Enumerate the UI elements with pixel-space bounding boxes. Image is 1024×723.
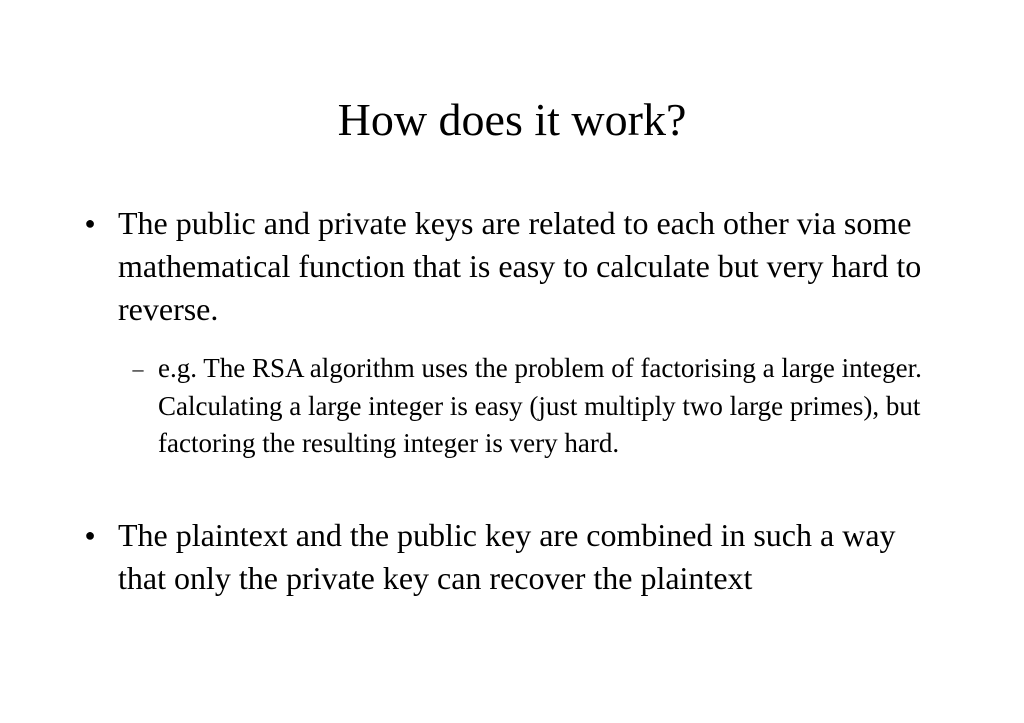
sub-bullet-text: e.g. The RSA algorithm uses the problem of factorising a large integer. Calculating a large integer is easy (just multiply two large primes), but factoring the resulting integer is very hard. — [158, 353, 922, 458]
bullet-text: The public and private keys are related to each other via some mathematical function that is easy to calculate but very hard to reverse. — [118, 205, 922, 327]
dash-icon: – — [132, 356, 144, 381]
bullet-icon: ● — [84, 525, 96, 545]
sub-bullet-item — [132, 350, 948, 463]
bullet-item — [84, 514, 948, 600]
bullet-item — [84, 202, 948, 331]
bullet-icon: ● — [84, 213, 96, 233]
slide-title: How does it work? — [337, 94, 687, 145]
bullet-text: The plaintext and the public key are combined in such a way that only the private key can recover the plaintext — [118, 517, 896, 596]
